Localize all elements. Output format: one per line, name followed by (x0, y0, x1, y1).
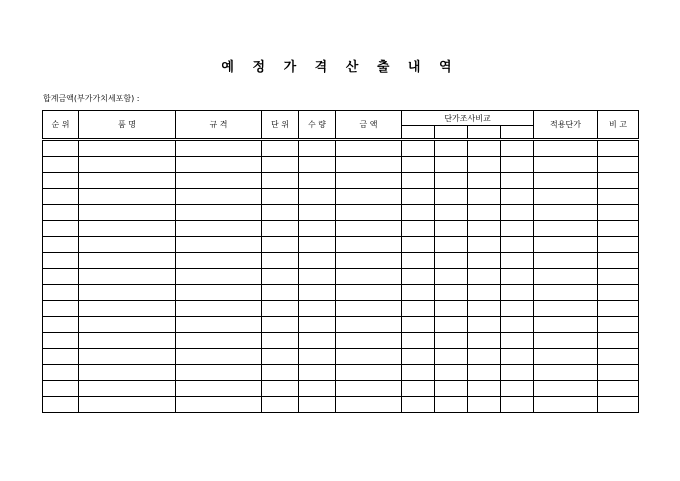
header-price-compare: 단가조사비교 (402, 111, 534, 126)
document-title: 예 정 가 격 산 출 내 역 (221, 60, 459, 75)
table-cell (176, 173, 262, 189)
table-cell (176, 221, 262, 237)
table-cell (402, 397, 435, 413)
table-cell (468, 189, 501, 205)
table-cell (299, 381, 336, 397)
header-qty: 수 량 (299, 111, 336, 140)
table-cell (435, 269, 468, 285)
table-cell (468, 205, 501, 221)
table-cell (79, 189, 176, 205)
table-cell (598, 381, 639, 397)
table-row (43, 365, 639, 381)
table-cell (262, 381, 299, 397)
table-cell (598, 221, 639, 237)
table-cell (468, 269, 501, 285)
table-body (43, 140, 639, 413)
table-cell (501, 189, 534, 205)
table-cell (79, 301, 176, 317)
table-cell (176, 253, 262, 269)
table-row (43, 301, 639, 317)
table-cell (534, 173, 598, 189)
table-cell (534, 237, 598, 253)
table-cell (299, 349, 336, 365)
table-cell (336, 365, 402, 381)
table-cell (43, 173, 79, 189)
table-cell (336, 317, 402, 333)
table-cell (534, 189, 598, 205)
table-cell (598, 140, 639, 157)
table-cell (299, 365, 336, 381)
table-cell (299, 140, 336, 157)
table-cell (468, 365, 501, 381)
table-cell (299, 301, 336, 317)
table-cell (336, 333, 402, 349)
table-cell (534, 333, 598, 349)
table-cell (43, 205, 79, 221)
table-row (43, 221, 639, 237)
table-cell (501, 140, 534, 157)
table-cell (336, 173, 402, 189)
table-cell (402, 173, 435, 189)
table-cell (176, 397, 262, 413)
table-cell (43, 157, 79, 173)
table-cell (176, 157, 262, 173)
table-row (43, 285, 639, 301)
table-cell (598, 157, 639, 173)
table-row (43, 397, 639, 413)
table-cell (435, 333, 468, 349)
table-cell (176, 237, 262, 253)
table-cell (468, 301, 501, 317)
table-cell (468, 349, 501, 365)
table-cell (598, 285, 639, 301)
table-cell (501, 269, 534, 285)
table-cell (402, 349, 435, 365)
table-cell (336, 397, 402, 413)
table-cell (176, 349, 262, 365)
table-cell (43, 269, 79, 285)
table-cell (176, 189, 262, 205)
table-cell (501, 333, 534, 349)
table-cell (598, 189, 639, 205)
table-cell (79, 253, 176, 269)
table-row (43, 253, 639, 269)
table-row (43, 381, 639, 397)
table-cell (435, 285, 468, 301)
table-cell (79, 157, 176, 173)
table-cell (435, 317, 468, 333)
table-cell (402, 333, 435, 349)
table-cell (79, 140, 176, 157)
table-cell (262, 365, 299, 381)
table-cell (435, 397, 468, 413)
table-cell (336, 285, 402, 301)
table-cell (262, 157, 299, 173)
table-cell (43, 365, 79, 381)
table-cell (262, 140, 299, 157)
table-cell (501, 397, 534, 413)
table-cell (336, 349, 402, 365)
table-cell (468, 397, 501, 413)
table-cell (598, 365, 639, 381)
table-cell (501, 349, 534, 365)
table-cell (43, 301, 79, 317)
table-cell (402, 205, 435, 221)
table-cell (402, 253, 435, 269)
table-cell (402, 301, 435, 317)
table-cell (402, 269, 435, 285)
table-cell (336, 301, 402, 317)
table-cell (176, 285, 262, 301)
table-cell (262, 189, 299, 205)
table-cell (79, 285, 176, 301)
table-cell (501, 365, 534, 381)
table-cell (262, 285, 299, 301)
header-compare-cell (402, 126, 435, 140)
table-cell (598, 333, 639, 349)
table-cell (534, 157, 598, 173)
table-cell (402, 365, 435, 381)
table-cell (336, 189, 402, 205)
table-cell (435, 253, 468, 269)
table-cell (43, 317, 79, 333)
table-cell (79, 237, 176, 253)
table-cell (598, 317, 639, 333)
table-cell (79, 397, 176, 413)
table-cell (534, 317, 598, 333)
table-cell (501, 205, 534, 221)
table-cell (262, 333, 299, 349)
table-cell (468, 237, 501, 253)
table-cell (501, 285, 534, 301)
header-compare-cell (435, 126, 468, 140)
table-cell (468, 333, 501, 349)
table-cell (534, 301, 598, 317)
table-cell (598, 253, 639, 269)
table-cell (501, 173, 534, 189)
table-cell (262, 253, 299, 269)
table-cell (336, 381, 402, 397)
header-item: 품 명 (79, 111, 176, 140)
table-cell (79, 221, 176, 237)
table-cell (336, 140, 402, 157)
table-cell (299, 397, 336, 413)
table-cell (299, 237, 336, 253)
table-cell (468, 381, 501, 397)
table-cell (598, 173, 639, 189)
table-cell (79, 205, 176, 221)
table-cell (299, 317, 336, 333)
table-cell (534, 253, 598, 269)
table-cell (43, 237, 79, 253)
table-cell (534, 365, 598, 381)
table-cell (598, 397, 639, 413)
table-cell (43, 285, 79, 301)
table-cell (534, 269, 598, 285)
header-seq: 순 위 (43, 111, 79, 140)
table-row (43, 269, 639, 285)
table-cell (336, 205, 402, 221)
table-cell (534, 285, 598, 301)
table-cell (336, 221, 402, 237)
table-cell (176, 205, 262, 221)
table-cell (176, 140, 262, 157)
table-cell (176, 269, 262, 285)
table-row (43, 189, 639, 205)
table-row (43, 237, 639, 253)
table-cell (598, 237, 639, 253)
table-cell (435, 205, 468, 221)
table-cell (299, 173, 336, 189)
table-cell (534, 397, 598, 413)
table-cell (402, 221, 435, 237)
table-cell (176, 301, 262, 317)
table-cell (598, 301, 639, 317)
table-cell (501, 317, 534, 333)
header-row (43, 111, 639, 126)
table-cell (534, 381, 598, 397)
table-cell (402, 237, 435, 253)
table-cell (402, 381, 435, 397)
table-cell (79, 333, 176, 349)
table-cell (402, 189, 435, 205)
header-unit: 단 위 (262, 111, 299, 140)
table-cell (468, 157, 501, 173)
table-cell (468, 253, 501, 269)
table-cell (435, 365, 468, 381)
table-cell (262, 173, 299, 189)
table-cell (598, 349, 639, 365)
table-row (43, 157, 639, 173)
table-cell (299, 205, 336, 221)
table-cell (299, 253, 336, 269)
table-cell (43, 397, 79, 413)
header-compare-cell (501, 126, 534, 140)
table-row (43, 317, 639, 333)
table-cell (336, 253, 402, 269)
table-cell (501, 221, 534, 237)
table-cell (501, 301, 534, 317)
table-cell (299, 157, 336, 173)
table-cell (262, 349, 299, 365)
table-cell (262, 301, 299, 317)
table-cell (598, 205, 639, 221)
table-cell (299, 285, 336, 301)
table-cell (468, 140, 501, 157)
table-cell (501, 381, 534, 397)
table-row (43, 205, 639, 221)
table-cell (43, 253, 79, 269)
table-cell (435, 157, 468, 173)
header-applied-price: 적용단가 (534, 111, 598, 140)
table-cell (598, 269, 639, 285)
table-cell (435, 301, 468, 317)
table-cell (299, 221, 336, 237)
table-cell (468, 173, 501, 189)
table-cell (79, 365, 176, 381)
table-row (43, 349, 639, 365)
header-note: 비 고 (598, 111, 639, 140)
table-cell (43, 333, 79, 349)
header-amount: 금 액 (336, 111, 402, 140)
table-cell (176, 381, 262, 397)
table-cell (262, 397, 299, 413)
table-cell (299, 189, 336, 205)
table-cell (435, 221, 468, 237)
table-cell (176, 365, 262, 381)
table-cell (501, 237, 534, 253)
table-cell (468, 285, 501, 301)
estimate-table (42, 110, 639, 413)
table-cell (299, 333, 336, 349)
table-cell (402, 157, 435, 173)
table-cell (435, 349, 468, 365)
table-cell (534, 140, 598, 157)
table-cell (262, 205, 299, 221)
table-cell (176, 317, 262, 333)
table-cell (176, 333, 262, 349)
table-cell (501, 157, 534, 173)
table-cell (435, 140, 468, 157)
table-cell (501, 253, 534, 269)
table-row (43, 333, 639, 349)
table-cell (79, 269, 176, 285)
table-row (43, 140, 639, 157)
table-cell (43, 349, 79, 365)
table-cell (43, 221, 79, 237)
table-cell (79, 317, 176, 333)
table-cell (435, 381, 468, 397)
table-cell (435, 237, 468, 253)
table-cell (336, 269, 402, 285)
table-cell (336, 157, 402, 173)
table-cell (43, 381, 79, 397)
header-compare-cell (468, 126, 501, 140)
table-cell (402, 285, 435, 301)
table-cell (468, 221, 501, 237)
table-cell (79, 381, 176, 397)
table-cell (299, 269, 336, 285)
table-cell (468, 317, 501, 333)
table-cell (534, 349, 598, 365)
table-cell (402, 140, 435, 157)
table-cell (435, 189, 468, 205)
table-cell (79, 349, 176, 365)
table-cell (435, 173, 468, 189)
table-cell (43, 189, 79, 205)
table-cell (262, 237, 299, 253)
total-amount-label: 합계금액(부가가치세포함) : (43, 94, 140, 103)
table-cell (262, 269, 299, 285)
table-cell (402, 317, 435, 333)
table-cell (43, 140, 79, 157)
table-cell (534, 205, 598, 221)
table-row (43, 173, 639, 189)
header-spec: 규 격 (176, 111, 262, 140)
table-cell (262, 317, 299, 333)
table-cell (79, 173, 176, 189)
table-cell (534, 221, 598, 237)
table-cell (336, 237, 402, 253)
table-cell (262, 221, 299, 237)
